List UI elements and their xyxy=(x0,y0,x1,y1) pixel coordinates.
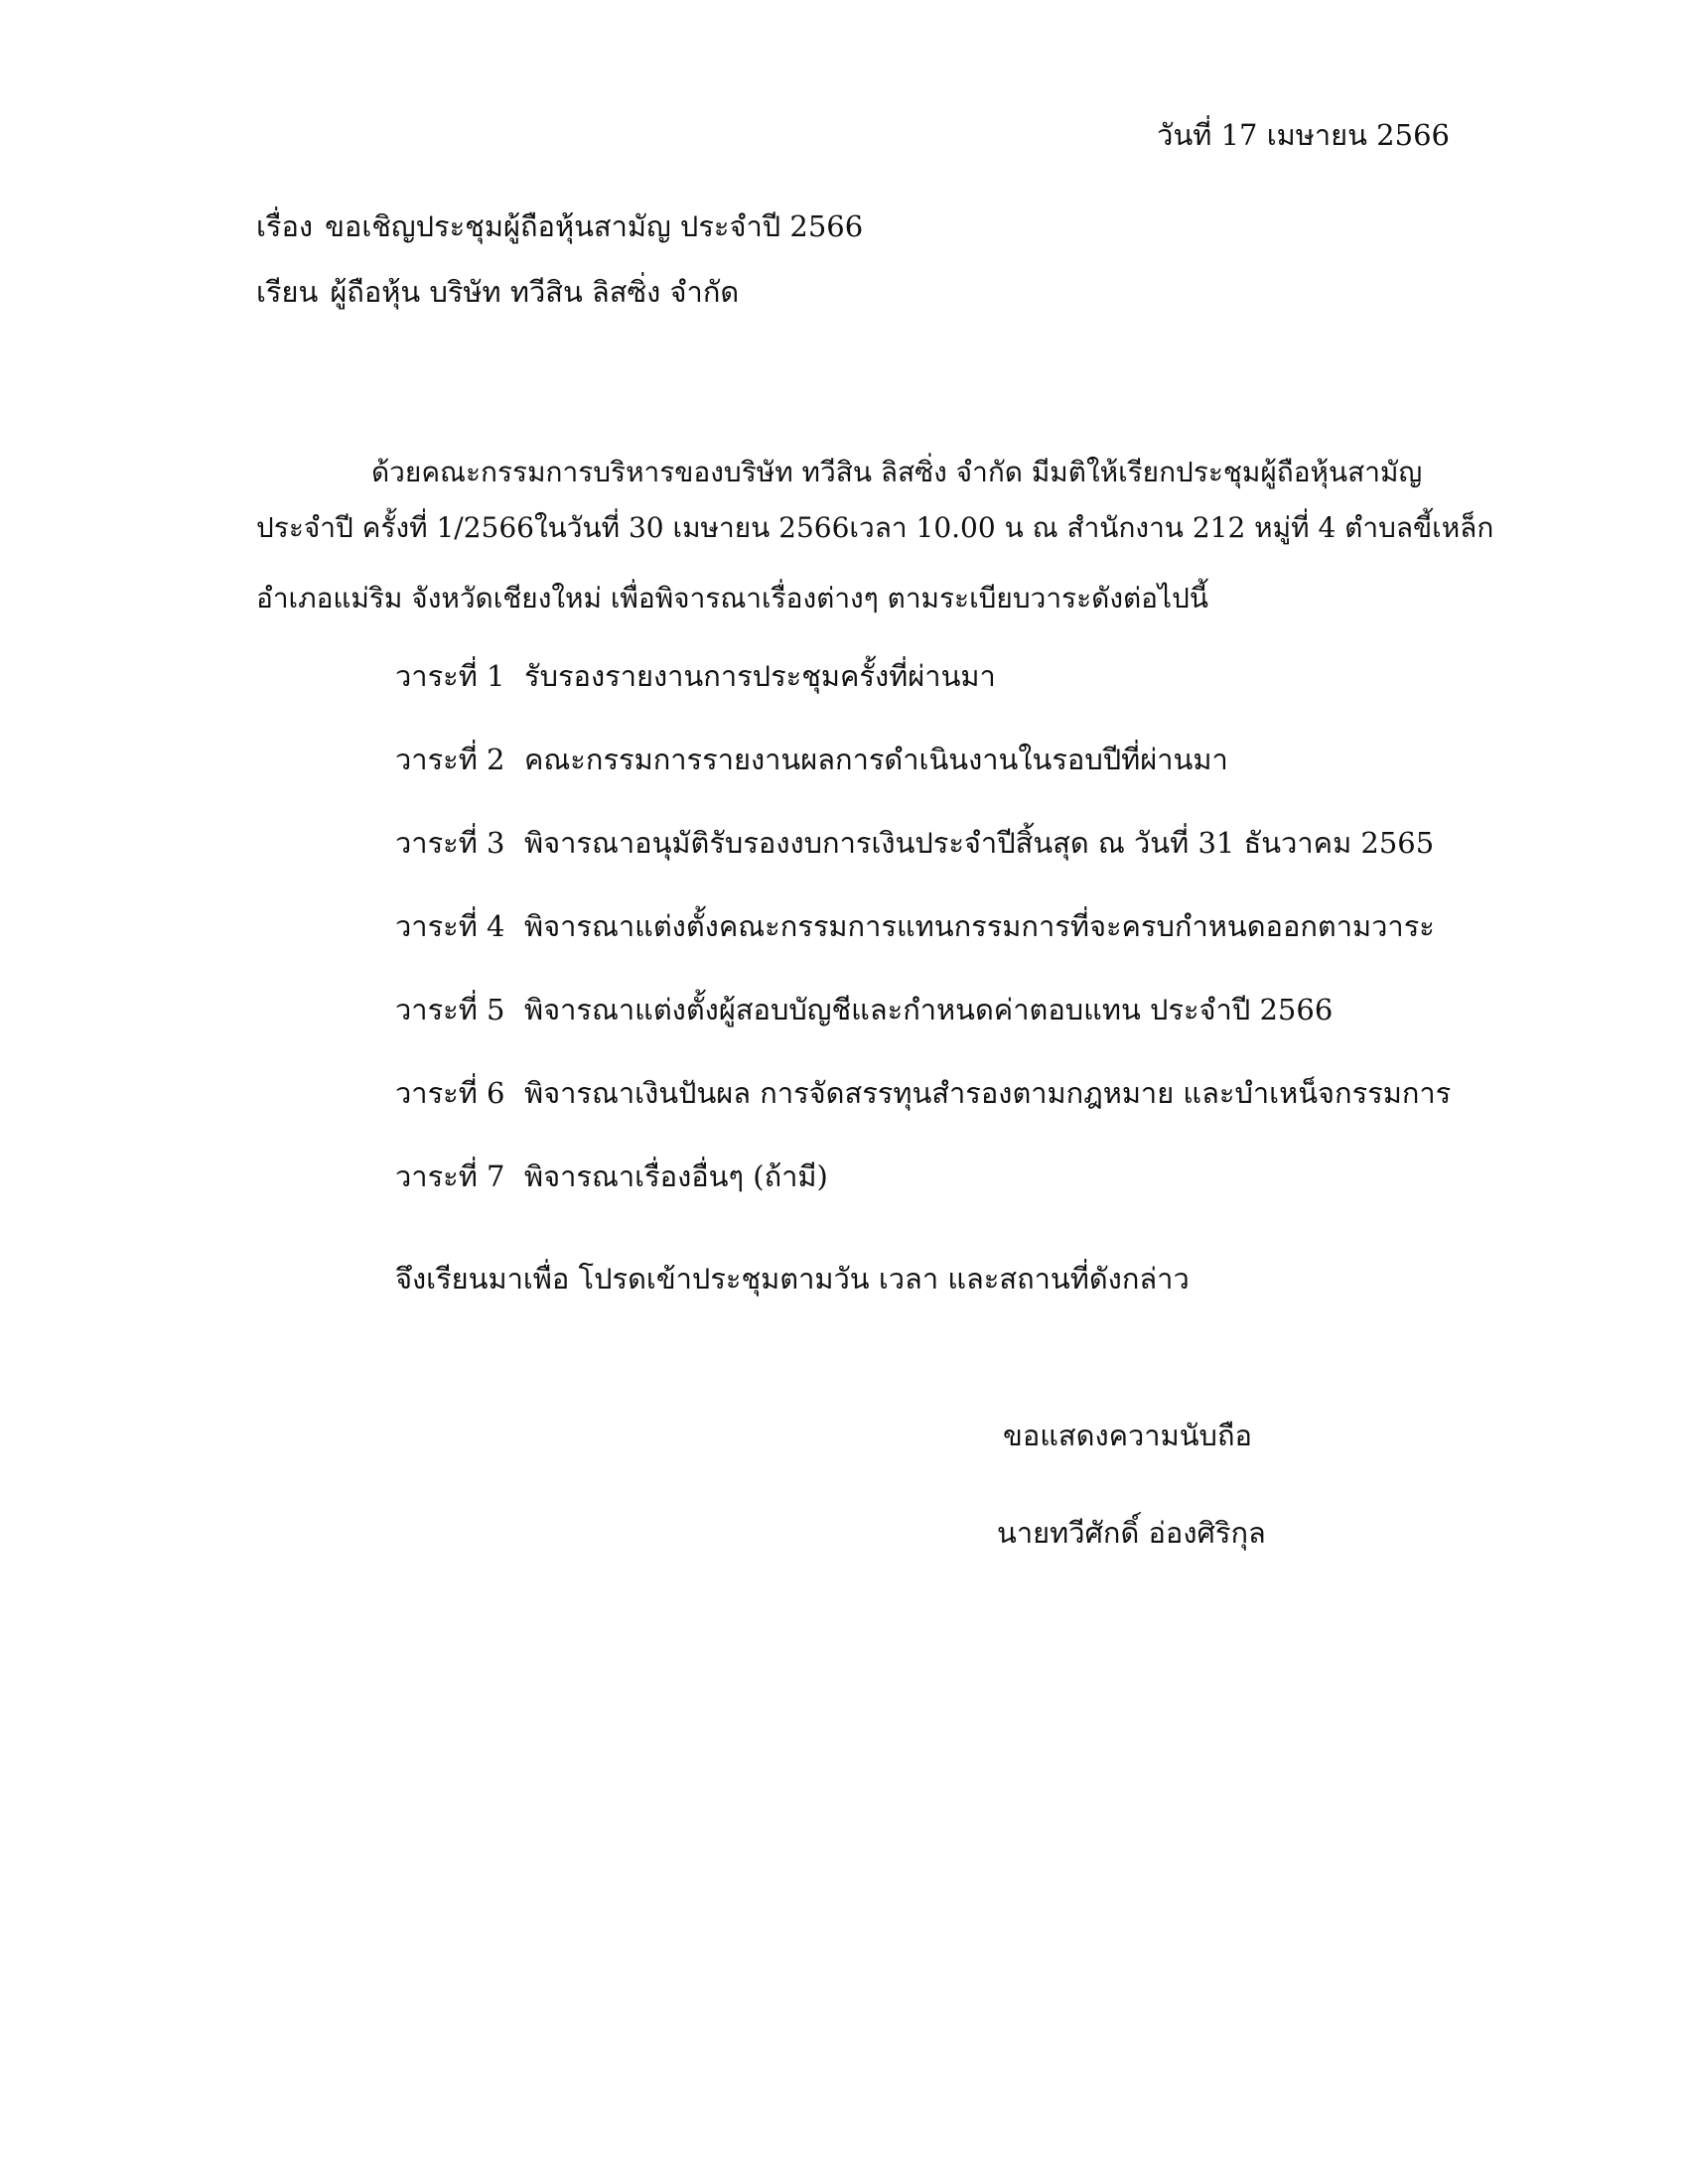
signer-name: นายทวีศักดิ์ อ่องศิริกุล xyxy=(997,1516,1266,1550)
agenda-item xyxy=(395,1070,1487,1154)
agenda-item xyxy=(395,903,1487,987)
subject-line xyxy=(256,208,863,244)
subject-text: ขอเชิญประชุมผู้ถือหุ้นสามัญ ประจำปี 2566 xyxy=(325,209,864,243)
agenda-item xyxy=(395,653,1487,737)
agenda-number: วาระที่ 1 xyxy=(395,659,505,693)
agenda-item xyxy=(395,737,1487,820)
agenda-text: พิจารณาแต่งตั้งผู้สอบบัญชีและกำหนดค่าตอบแทน ประจำปี 2566 xyxy=(524,993,1334,1026)
agenda-text: พิจารณาเรื่องอื่นๆ (ถ้ามี) xyxy=(524,1160,828,1193)
body-paragraph-line-3: อำเภอแม่ริม จังหวัดเชียงใหม่ เพื่อพิจารณาเรื่องต่างๆ ตามระเบียบวาระดังต่อไปนี้ xyxy=(256,582,1208,614)
agenda-number: วาระที่ 7 xyxy=(395,1160,505,1193)
agenda-item xyxy=(395,987,1487,1070)
agenda-item xyxy=(395,1154,1487,1237)
agenda-number: วาระที่ 6 xyxy=(395,1076,505,1110)
body-paragraph-line-1: ด้วยคณะกรรมการบริหารของบริษัท ทวีสิน ลิสซิ่ง จำกัด มีมติให้เรียกประชุมผู้ถือหุ้นสามัญ xyxy=(371,456,1423,488)
closing-sentence: จึงเรียนมาเพื่อ โปรดเข้าประชุมตามวัน เวลา และสถานที่ดังกล่าว xyxy=(395,1262,1190,1296)
recipient-text: ผู้ถือหุ้น บริษัท ทวีสิน ลิสซิ่ง จำกัด xyxy=(330,275,740,309)
agenda-number: วาระที่ 3 xyxy=(395,826,505,860)
agenda-number: วาระที่ 2 xyxy=(395,743,505,776)
letter-date: วันที่ 17 เมษายน 2566 xyxy=(1157,118,1450,152)
agenda-text: คณะกรรมการรายงานผลการดำเนินงานในรอบปีที่ผ่านมา xyxy=(524,743,1228,776)
agenda-number: วาระที่ 4 xyxy=(395,909,505,943)
recipient-line xyxy=(256,274,739,310)
subject-label: เรื่อง xyxy=(256,209,314,243)
recipient-label: เรียน xyxy=(256,275,319,309)
body-paragraph-line-2: ประจำปี ครั้งที่ 1/2566ในวันที่ 30 เมษายน 2566เวลา 10.00 น ณ สำนักงาน 212 หมู่ที่ 4 ตำบลขี้เหล็ก xyxy=(256,511,1494,544)
agenda-text: พิจารณาเงินปันผล การจัดสรรทุนสำรองตามกฎหมาย และบำเหน็จกรรมการ xyxy=(524,1076,1452,1110)
agenda-text: รับรองรายงานการประชุมครั้งที่ผ่านมา xyxy=(524,659,996,693)
regards-text: ขอแสดงความนับถือ xyxy=(1003,1419,1252,1452)
agenda-number: วาระที่ 5 xyxy=(395,993,505,1026)
agenda-item xyxy=(395,820,1487,903)
agenda-list xyxy=(395,653,1487,1237)
agenda-text: พิจารณาอนุมัติรับรองงบการเงินประจำปีสิ้นสุด ณ วันที่ 31 ธันวาคม 2565 xyxy=(524,826,1435,860)
agenda-text: พิจารณาแต่งตั้งคณะกรรมการแทนกรรมการที่จะครบกำหนดออกตามวาระ xyxy=(524,909,1435,943)
